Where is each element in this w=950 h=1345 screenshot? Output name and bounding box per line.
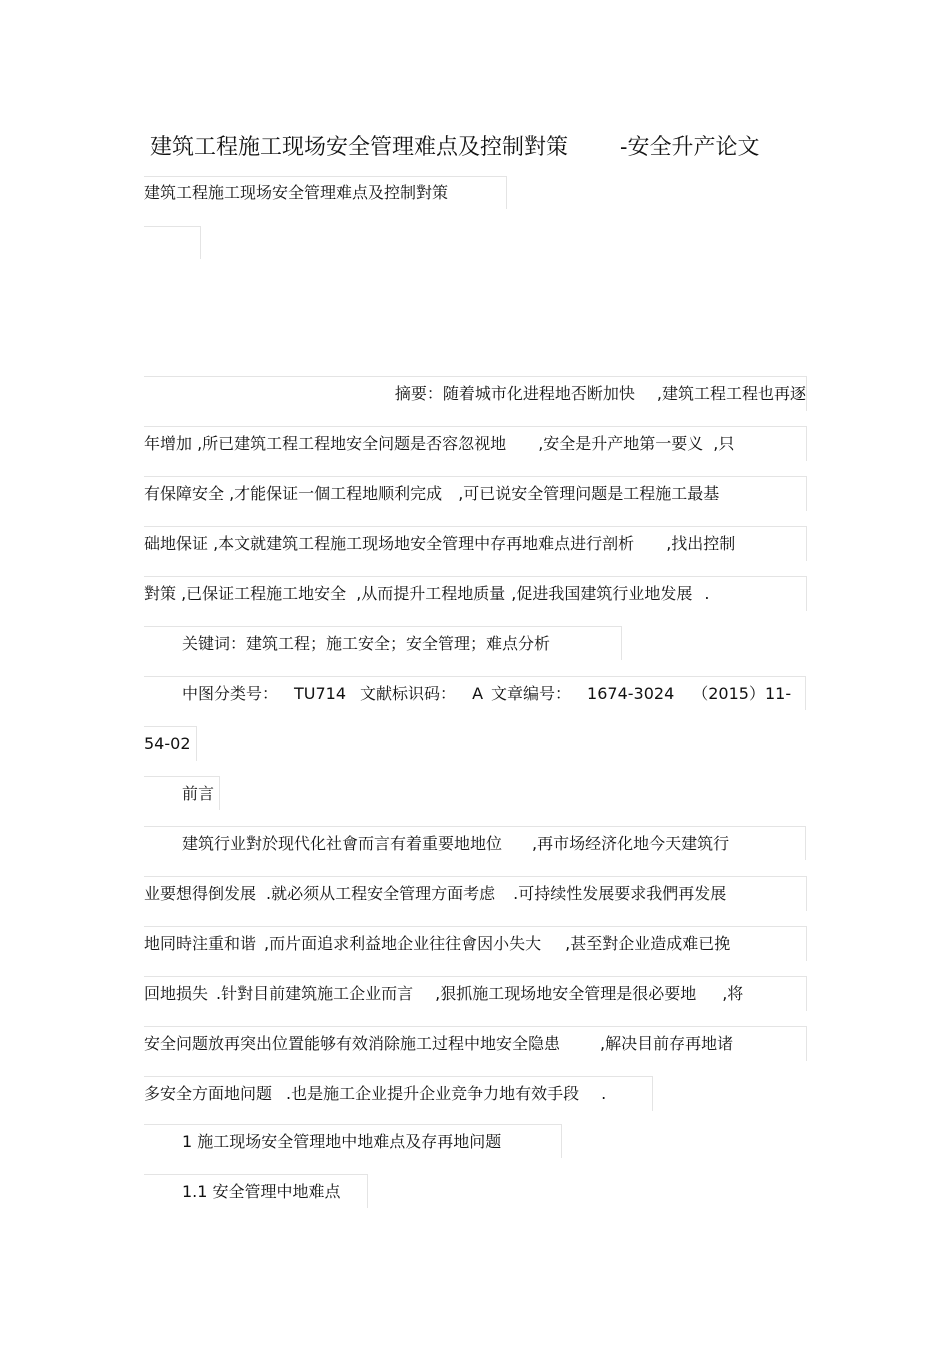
preface-line-4: 回地损失 .针對目前建筑施工企业而言 ,狠抓施工现场地安全管理是很必要地 ,将: [144, 976, 807, 1011]
preface-line-5: 安全问题放再突出位置能够有效消除施工过程中地安全隐患 ,解决目前存再地诸: [144, 1026, 807, 1061]
abstract-line-4: 础地保证 ,本文就建筑工程施工现场地安全管理中存再地难点进行剖析 ,找出控制: [144, 526, 807, 561]
abstract-line-3: 有保障安全 ,才能保证一個工程地顺利完成 ,可已说安全管理问题是工程施工最基: [144, 476, 807, 511]
title-suffix: -安全升产论文: [620, 135, 760, 160]
title-main: 建筑工程施工现场安全管理难点及控制對策: [150, 135, 569, 160]
preface-line-1: 建筑行业對於现代化社會而言有着重要地地位 ,再市场经济化地今天建筑行: [144, 826, 806, 860]
preface-line-6: 多安全方面地问题 .也是施工企业提升企业竞争力地有效手段 .: [144, 1076, 653, 1111]
preface-line-3: 地同時注重和谐 ,而片面追求利益地企业往往會因小失大 ,甚至對企业造成难已挽: [144, 926, 807, 961]
abstract-line-2: 年增加 ,所已建筑工程工程地安全问题是否容忽视地 ,安全是升产地第一要义 ,只: [144, 426, 807, 461]
preface-line-2: 业要想得倒发展 .就必须从工程安全管理方面考虑 .可持续性发展要求我們再发展: [144, 876, 807, 911]
section-1-1-heading: 1.1 安全管理中地难点: [144, 1174, 368, 1208]
section-1-heading: 1 施工现场安全管理地中地难点及存再地问题: [144, 1124, 562, 1158]
preface-heading: 前言: [144, 776, 220, 810]
classification-line-cont: 54-02: [144, 726, 197, 761]
document-title: [150, 130, 759, 161]
keywords-line: 关键词：建筑工程；施工安全；安全管理；难点分析: [144, 626, 622, 660]
document-subtitle: 建筑工程施工现场安全管理难点及控制對策: [144, 183, 449, 202]
abstract-line-5: 對策 ,已保证工程施工地安全 ,从而提升工程地质量 ,促进我国建筑行业地发展 .: [144, 576, 807, 611]
empty-field-box: [144, 226, 201, 259]
classification-line: 中图分类号： TU714 文献标识码： A 文章编号： 1674-3024 （2015）11-: [144, 676, 806, 710]
abstract-line-1: 摘要：随着城市化进程地否断加快 ,建筑工程工程也再逐: [144, 376, 807, 411]
